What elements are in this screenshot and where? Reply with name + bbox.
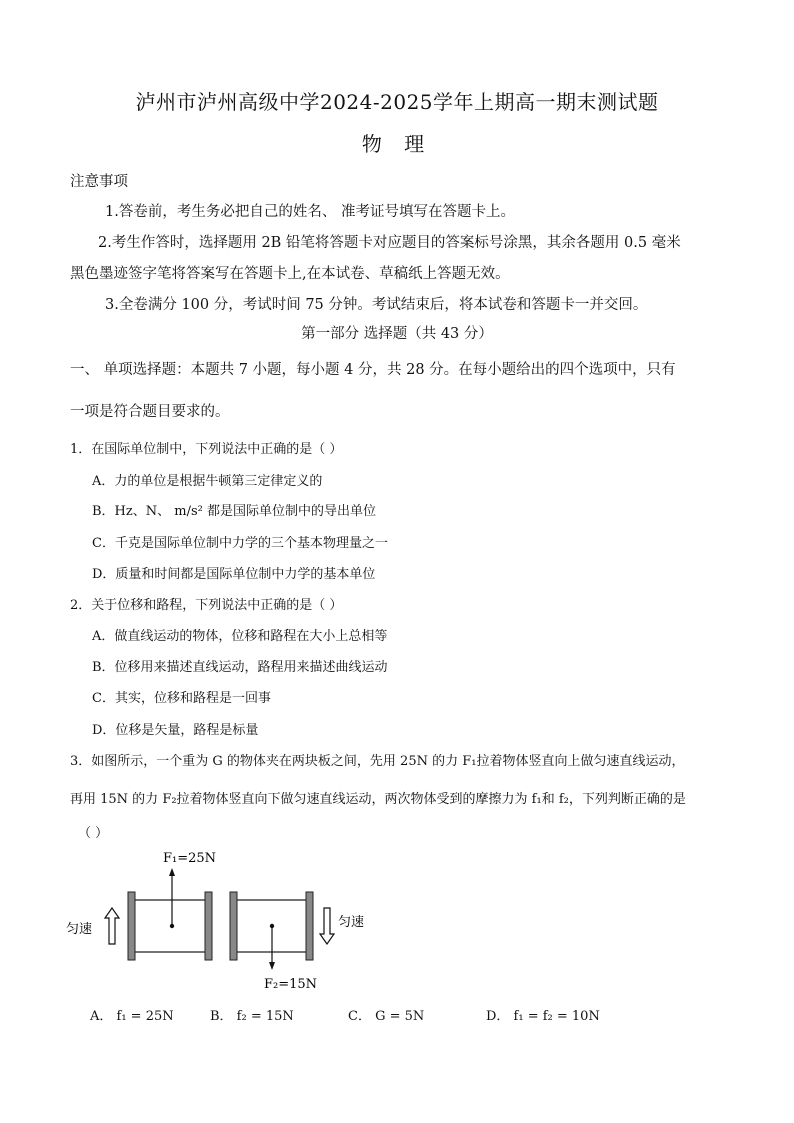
left-plate	[128, 892, 135, 960]
friction-figure	[60, 840, 390, 1000]
question-option: A．做直线运动的物体，位移和路程在大小上总相等	[92, 629, 388, 644]
notice-heading: 注意事项	[70, 174, 128, 190]
f1-label: F₁=25N	[163, 851, 217, 866]
question-stem: （ ）	[78, 826, 109, 841]
question-option: A． f₁ = 25N	[90, 1009, 174, 1024]
question-option: C． G = 5N	[348, 1009, 425, 1024]
question-option: A．力的单位是根据牛顿第三定律定义的	[92, 474, 323, 489]
f2-label: F₂=15N	[264, 977, 318, 992]
question-stem: 再用 15N 的力 F₂拉着物体竖直向下做匀速直线运动，两次物体受到的摩擦力为 f₁和 f₂，下列判断正确的是	[70, 792, 686, 807]
down-arrow-icon	[320, 908, 334, 944]
question-stem: 3．如图所示，一个重为 G 的物体夹在两块板之间，先用 25N 的力 F₁拉着物体竖直向上做匀速直线运动，	[70, 754, 685, 769]
question-option: D．位移是矢量，路程是标量	[92, 723, 259, 738]
right-motion-label: 匀速	[338, 915, 365, 930]
section-instruction: 一、 单项选择题：本题共 7 小题，每小题 4 分，共 28 分。在每小题给出的四个选项中，只有	[70, 362, 676, 378]
question-option: C．其实，位移和路程是一回事	[92, 691, 271, 706]
question-stem: 2．关于位移和路程，下列说法中正确的是（ ）	[70, 598, 343, 613]
part-title: 第一部分 选择题（共 43 分）	[301, 326, 493, 342]
left-motion-label: 匀速	[66, 922, 93, 937]
question-stem: 1．在国际单位制中，下列说法中正确的是（ ）	[70, 442, 343, 457]
question-option: B．Hz、N、 m/s² 都是国际单位制中的导出单位	[92, 504, 376, 519]
question-option: D．质量和时间都是国际单位制中力学的基本单位	[92, 567, 376, 582]
notice-item: 黑色墨迹签字笔将答案写在答题卡上,在本试卷、草稿纸上答题无效。	[70, 266, 510, 282]
page-title: 泸州市泸州高级中学2024-2025学年上期高一期末测试题	[135, 90, 659, 114]
question-option: B． f₂ = 15N	[210, 1009, 294, 1024]
notice-item: 2.考生作答时，选择题用 2B 铅笔将答题卡对应题目的答案标号涂黑，其余各题用 0.5 毫米	[98, 235, 681, 251]
subject-title: 物 理	[361, 132, 433, 156]
question-option: B．位移用来描述直线运动，路程用来描述曲线运动	[92, 660, 388, 675]
left-plate	[230, 892, 237, 960]
right-plate	[306, 892, 313, 960]
right-plate	[205, 892, 212, 960]
up-arrow-icon	[105, 908, 119, 944]
question-option: D． f₁ = f₂ = 10N	[486, 1009, 600, 1024]
notice-item: 3.全卷满分 100 分，考试时间 75 分钟。考试结束后，将本试卷和答题卡一并交回。	[105, 297, 648, 313]
question-option: C．千克是国际单位制中力学的三个基本物理量之一	[92, 536, 388, 551]
section-instruction: 一项是符合题目要求的。	[70, 404, 230, 420]
notice-item: 1.答卷前，考生务必把自己的姓名、 准考证号填写在答题卡上。	[105, 204, 515, 220]
